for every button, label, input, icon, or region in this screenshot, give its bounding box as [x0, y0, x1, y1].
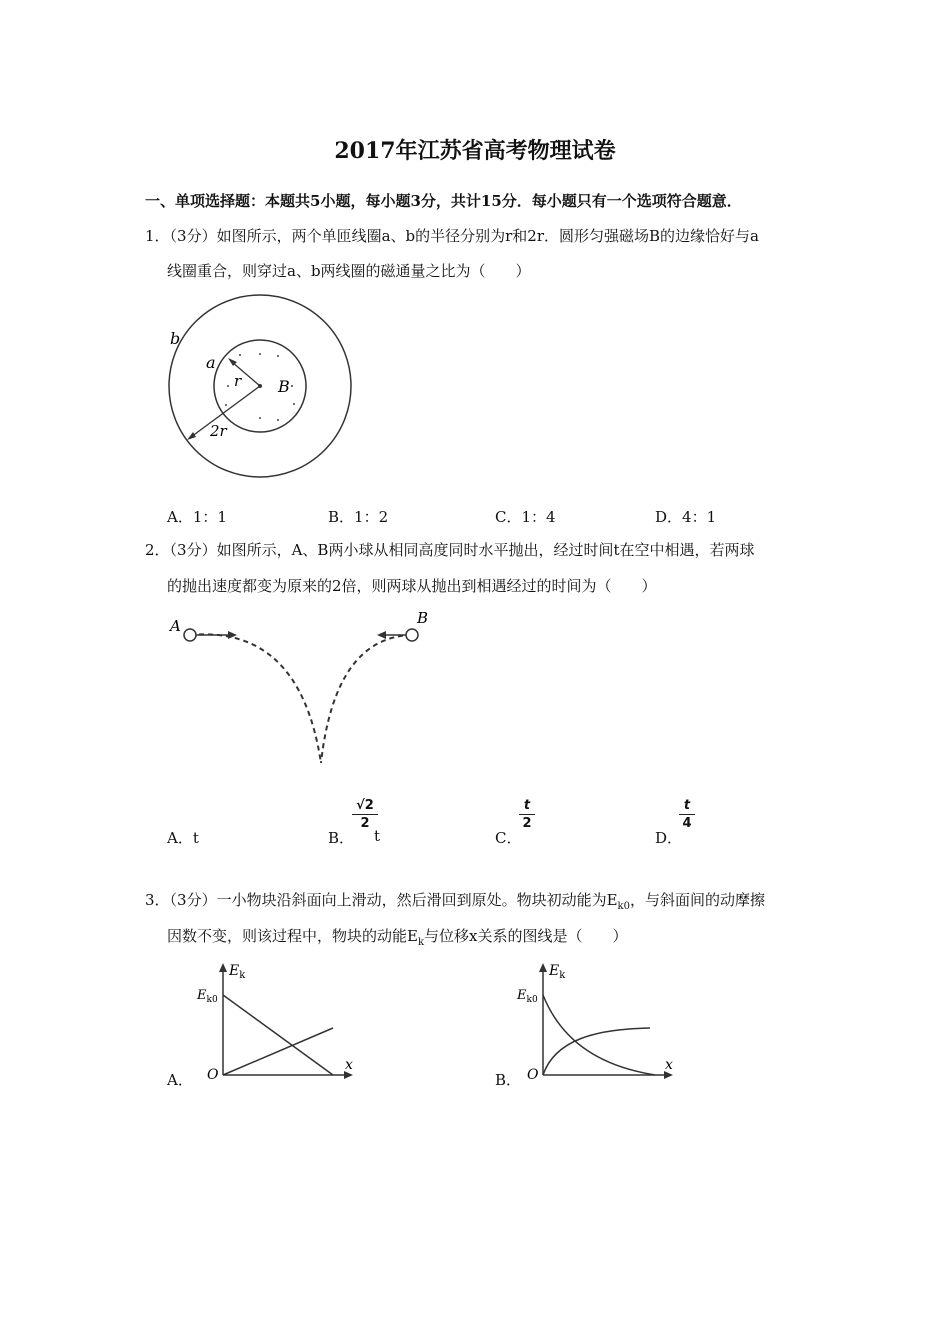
trajectory-b [321, 635, 412, 763]
q1-line2: 线圈重合，则穿过a、b两线圈的磁通量之比为（ ） [167, 262, 531, 280]
fraction-numerator: t [523, 798, 531, 813]
svg-text:O: O [527, 1067, 539, 1083]
q2-option-a[interactable]: A．t [167, 829, 199, 847]
q2-option-b-t: t [374, 827, 381, 845]
q1-line1: 1．（3分）如图所示，两个单匝线圈a、b的半径分别为r和2r．圆形匀强磁场B的边缘恰好与a [145, 227, 759, 245]
page-title: 2017年江苏省高考物理试卷 [334, 138, 616, 164]
fraction-numerator: √2 [356, 798, 374, 813]
q3-option-a[interactable]: A． [167, 1071, 193, 1089]
label-A: A [170, 617, 181, 635]
q2-option-d-fraction [679, 798, 695, 831]
ball-b [406, 629, 418, 641]
fraction-denominator: 4 [682, 816, 692, 831]
label-field-B: B [278, 377, 290, 396]
svg-text:x: x [345, 1057, 353, 1073]
q2-option-c-fraction [519, 798, 535, 831]
ball-a [184, 629, 196, 641]
q2-line1: 2．（3分）如图所示，A、B两小球从相同高度同时水平抛出，经过时间t在空中相遇，若两球 [145, 541, 755, 559]
svg-text:Ek: $E_k$ [229, 963, 246, 981]
label-a: a [206, 353, 216, 372]
q2-option-b-label[interactable]: B． [328, 829, 355, 847]
q1-coil-figure [160, 290, 360, 490]
svg-text:Ek: $E_k$ [549, 963, 566, 981]
q2-option-d-label[interactable]: D． [655, 829, 683, 847]
label-b: b [170, 329, 181, 348]
q3-graph-b [515, 955, 685, 1085]
q2-option-c-label[interactable]: C． [495, 829, 522, 847]
q3-line1: 3．（3分）一小物块沿斜面向上滑动，然后滑回到原处。物块初动能为$E_{k0}$，与斜面间的动摩擦 [145, 891, 765, 912]
trajectory-a [190, 634, 321, 763]
label-r: r [234, 372, 242, 390]
svg-text:Ek0: $E_{k0}$ [517, 988, 538, 1005]
section-heading: 一、单项选择题：本题共5小题，每小题3分，共计15分．每小题只有一个选项符合题意． [145, 192, 742, 210]
q3-option-b[interactable]: B． [495, 1071, 522, 1089]
svg-text:O: O [207, 1067, 219, 1083]
fraction-numerator: t [683, 798, 691, 813]
label-B: B [417, 609, 429, 627]
svg-text:Ek0: $E_{k0}$ [197, 988, 218, 1005]
q1-option-d[interactable]: D．4：1 [655, 508, 717, 526]
q1-option-a[interactable]: A．1：1 [167, 508, 227, 526]
q3-line2: 因数不变，则该过程中，物块的动能$E_k$与位移x关系的图线是（ ） [167, 927, 628, 948]
q2-projectile-figure [160, 605, 440, 775]
q1-option-b[interactable]: B．1：2 [328, 508, 389, 526]
svg-text:x: x [665, 1057, 673, 1073]
q1-option-c[interactable]: C．1：4 [495, 508, 556, 526]
q2-line2: 的抛出速度都变为原来的2倍，则两球从抛出到相遇经过的时间为（ ） [167, 577, 657, 595]
fraction-denominator: 2 [360, 816, 370, 831]
label-2r: 2r [210, 422, 227, 440]
fraction-denominator: 2 [522, 816, 532, 831]
arrow-b [377, 631, 386, 639]
q3-graph-a [195, 955, 365, 1085]
curve-ek-descending [543, 995, 655, 1075]
curve-ek-ascending [543, 1028, 650, 1075]
